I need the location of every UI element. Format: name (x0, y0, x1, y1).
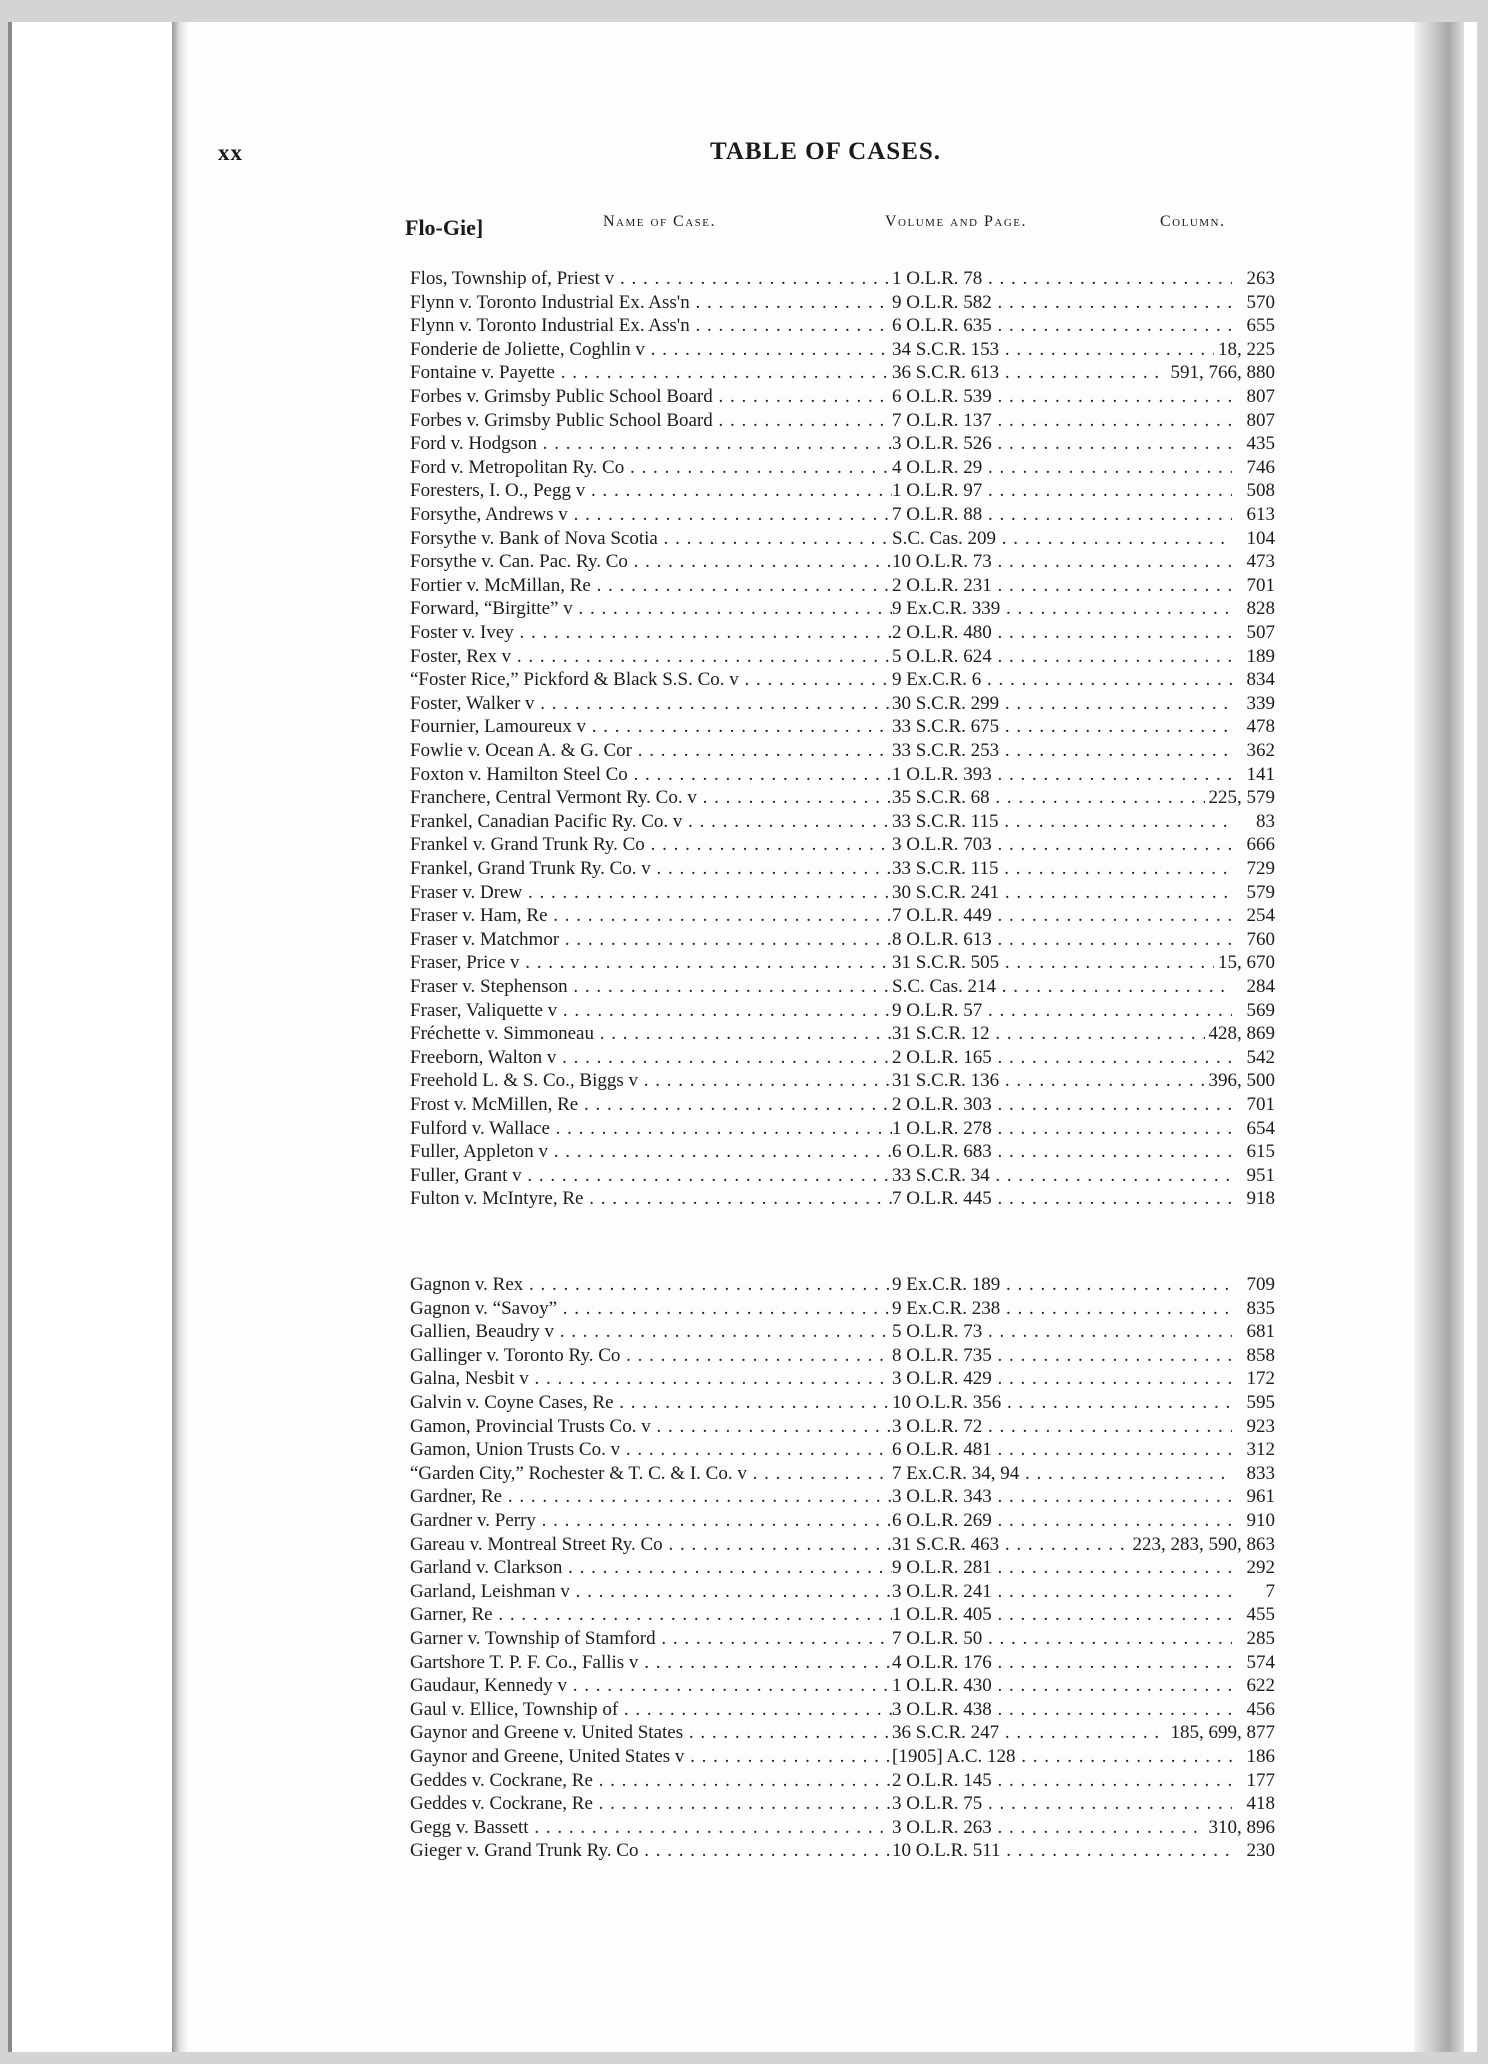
volume-and-page: 3 O.L.R. 438 . . . (892, 1698, 1232, 1722)
case-entry-row (410, 1140, 1275, 1164)
case-name: Geddes v. Cockrane, Re . . . (410, 1769, 892, 1793)
case-name: Gamon, Union Trusts Co. v . . . (410, 1438, 892, 1462)
volume-and-page: 1 O.L.R. 278 . . . (892, 1117, 1232, 1141)
column-number: 681 (1243, 1320, 1276, 1344)
case-name: Fraser v. Drew . . . (410, 881, 892, 905)
case-name: Frankel, Grand Trunk Ry. Co. v . . . (410, 857, 892, 881)
column-header-volume-and-page: Volume and Page. (885, 213, 1027, 230)
case-entry-row (410, 1415, 1275, 1439)
case-entry-row (410, 1391, 1275, 1415)
volume-and-page: 3 O.L.R. 703 . . . (892, 833, 1232, 857)
case-entry-row (410, 833, 1275, 857)
column-number: 807 (1243, 385, 1276, 409)
case-entry-row (410, 621, 1275, 645)
column-number: 396, 500 (1205, 1069, 1276, 1093)
case-name: “Foster Rice,” Pickford & Black S.S. Co. v . . . (410, 668, 892, 692)
column-number: 478 (1243, 715, 1276, 739)
case-entry-row (410, 1022, 1275, 1046)
case-name: Fournier, Lamoureux v . . . (410, 715, 892, 739)
case-name: Foster, Rex v . . . (410, 645, 892, 669)
case-entry-row (410, 1367, 1275, 1391)
volume-and-page: 2 O.L.R. 231 . . . (892, 574, 1232, 598)
case-name: Fuller, Appleton v . . . (410, 1140, 892, 1164)
case-name: Flos, Township of, Priest v . . . (410, 267, 892, 291)
case-entry-row (410, 597, 1275, 621)
column-number: 542 (1243, 1046, 1276, 1070)
case-entry-row (410, 1117, 1275, 1141)
page-number: xx (218, 140, 243, 165)
case-entry-row (410, 267, 1275, 291)
case-entry-row (410, 1816, 1275, 1840)
volume-and-page: 1 O.L.R. 78 . . . (892, 267, 1232, 291)
volume-and-page: S.C. Cas. 209 . . . (892, 527, 1232, 551)
case-name: Garland v. Clarkson . . . (410, 1556, 892, 1580)
case-entry-row (410, 1046, 1275, 1070)
case-entry-row (410, 1839, 1275, 1863)
volume-and-page: 31 S.C.R. 463 . . . (892, 1533, 1232, 1557)
column-number: 570 (1243, 291, 1276, 315)
volume-and-page: S.C. Cas. 214 . . . (892, 975, 1232, 999)
case-name: Ford v. Metropolitan Ry. Co . . . (410, 456, 892, 480)
column-number: 428, 869 (1205, 1022, 1276, 1046)
column-number: 701 (1243, 1093, 1276, 1117)
column-number: 961 (1243, 1485, 1276, 1509)
column-number: 918 (1243, 1187, 1276, 1211)
column-number: 83 (1252, 810, 1275, 834)
case-entry-row (410, 1164, 1275, 1188)
case-name: “Garden City,” Rochester & T. C. & I. Co. v . . . (410, 1462, 892, 1486)
volume-and-page: 4 O.L.R. 29 . . . (892, 456, 1232, 480)
volume-and-page: 7 Ex.C.R. 34, 94 . . . (892, 1462, 1232, 1486)
case-entry-row (410, 763, 1275, 787)
case-entry-row (410, 1485, 1275, 1509)
column-header-column: Column. (1160, 213, 1226, 230)
column-number: 435 (1243, 432, 1276, 456)
case-entry-row (410, 1674, 1275, 1698)
case-entry-row (410, 1769, 1275, 1793)
volume-and-page: 9 O.L.R. 281 . . . (892, 1556, 1232, 1580)
volume-and-page: 33 S.C.R. 115 . . . (892, 810, 1232, 834)
volume-and-page: 8 O.L.R. 613 . . . (892, 928, 1232, 952)
case-entry-row (410, 668, 1275, 692)
case-entry-row (410, 904, 1275, 928)
case-entry-row (410, 503, 1275, 527)
case-name: Gamon, Provincial Trusts Co. v . . . (410, 1415, 892, 1439)
volume-and-page: 36 S.C.R. 247 . . . (892, 1721, 1232, 1745)
case-name: Gagnon v. “Savoy” . . . (410, 1297, 892, 1321)
case-entry-row (410, 1556, 1275, 1580)
volume-and-page: 3 O.L.R. 263 . . . (892, 1816, 1232, 1840)
volume-and-page: 31 S.C.R. 136 . . . (892, 1069, 1232, 1093)
column-number: 292 (1243, 1556, 1276, 1580)
case-entry-row (410, 1509, 1275, 1533)
case-entry-row (410, 692, 1275, 716)
volume-and-page: 3 O.L.R. 429 . . . (892, 1367, 1232, 1391)
case-name: Forsythe, Andrews v . . . (410, 503, 892, 527)
case-entry-row (410, 1187, 1275, 1211)
case-name: Garner, Re . . . (410, 1603, 892, 1627)
case-name: Galvin v. Coyne Cases, Re . . . (410, 1391, 892, 1415)
case-name: Flynn v. Toronto Industrial Ex. Ass'n . . . (410, 314, 892, 338)
case-entry-row (410, 1069, 1275, 1093)
column-number: 746 (1243, 456, 1276, 480)
case-name: Gareau v. Montreal Street Ry. Co . . . (410, 1533, 892, 1557)
case-name: Foster, Walker v . . . (410, 692, 892, 716)
column-number: 655 (1243, 314, 1276, 338)
case-entry-row (410, 1533, 1275, 1557)
volume-and-page: 7 O.L.R. 449 . . . (892, 904, 1232, 928)
column-number: 177 (1243, 1769, 1276, 1793)
column-number: 185, 699, 877 (1167, 1721, 1276, 1745)
case-name: Ford v. Hodgson . . . (410, 432, 892, 456)
column-number: 508 (1243, 479, 1276, 503)
case-name: Gartshore T. P. F. Co., Fallis v . . . (410, 1651, 892, 1675)
volume-and-page: 5 O.L.R. 624 . . . (892, 645, 1232, 669)
case-entry-row (410, 645, 1275, 669)
case-entry-row (410, 1721, 1275, 1745)
volume-and-page: 4 O.L.R. 176 . . . (892, 1651, 1232, 1675)
column-number: 189 (1243, 645, 1276, 669)
case-entry-row (410, 739, 1275, 763)
column-number: 760 (1243, 928, 1276, 952)
case-name: Frost v. McMillen, Re . . . (410, 1093, 892, 1117)
column-number: 666 (1243, 833, 1276, 857)
volume-and-page: 7 O.L.R. 137 . . . (892, 409, 1232, 433)
case-entry-row (410, 574, 1275, 598)
case-name: Franchere, Central Vermont Ry. Co. v . . . (410, 786, 892, 810)
volume-and-page: 3 O.L.R. 343 . . . (892, 1485, 1232, 1509)
case-name: Frankel, Canadian Pacific Ry. Co. v . . . (410, 810, 892, 834)
case-entry-row (410, 479, 1275, 503)
case-name: Gardner v. Perry . . . (410, 1509, 892, 1533)
case-name: Freehold L. & S. Co., Biggs v . . . (410, 1069, 892, 1093)
column-number: 579 (1243, 881, 1276, 905)
case-entry-row (410, 1297, 1275, 1321)
column-number: 339 (1243, 692, 1276, 716)
volume-and-page: 6 O.L.R. 683 . . . (892, 1140, 1232, 1164)
case-entry-row (410, 975, 1275, 999)
volume-and-page: 7 O.L.R. 445 . . . (892, 1187, 1232, 1211)
case-entry-row (410, 1627, 1275, 1651)
case-entry-row (410, 1320, 1275, 1344)
case-name: Gallien, Beaudry v . . . (410, 1320, 892, 1344)
case-name: Gieger v. Grand Trunk Ry. Co . . . (410, 1839, 892, 1863)
volume-and-page: 6 O.L.R. 481 . . . (892, 1438, 1232, 1462)
volume-and-page: 9 Ex.C.R. 6 . . . (892, 668, 1232, 692)
column-number: 858 (1243, 1344, 1276, 1368)
column-number: 186 (1243, 1745, 1276, 1769)
case-entry-row (410, 715, 1275, 739)
column-number: 923 (1243, 1415, 1276, 1439)
volume-and-page: [1905] A.C. 128 . . . (892, 1745, 1232, 1769)
column-number: 910 (1243, 1509, 1276, 1533)
case-entry-row (410, 361, 1275, 385)
case-name: Gaynor and Greene v. United States . . . (410, 1721, 892, 1745)
case-entry-row (410, 1093, 1275, 1117)
case-name: Garner v. Township of Stamford . . . (410, 1627, 892, 1651)
case-entry-row (410, 1698, 1275, 1722)
column-number: 104 (1243, 527, 1276, 551)
case-name: Foresters, I. O., Pegg v . . . (410, 479, 892, 503)
volume-and-page: 34 S.C.R. 153 . . . (892, 338, 1232, 362)
case-name: Fowlie v. Ocean A. & G. Cor . . . (410, 739, 892, 763)
column-number: 223, 283, 590, 863 (1129, 1533, 1276, 1557)
volume-and-page: 35 S.C.R. 68 . . . (892, 786, 1232, 810)
volume-and-page: 3 O.L.R. 241 . . . (892, 1580, 1232, 1604)
case-name: Gegg v. Bassett . . . (410, 1816, 892, 1840)
case-name: Gaudaur, Kennedy v . . . (410, 1674, 892, 1698)
case-entry-row (410, 432, 1275, 456)
volume-and-page: 2 O.L.R. 145 . . . (892, 1769, 1232, 1793)
volume-and-page: 9 Ex.C.R. 189 . . . (892, 1273, 1232, 1297)
case-name: Gardner, Re . . . (410, 1485, 892, 1509)
volume-and-page: 3 O.L.R. 72 . . . (892, 1415, 1232, 1439)
volume-and-page: 10 O.L.R. 356 . . . (892, 1391, 1232, 1415)
column-number: 284 (1243, 975, 1276, 999)
column-number: 834 (1243, 668, 1276, 692)
case-name: Frankel v. Grand Trunk Ry. Co . . . (410, 833, 892, 857)
volume-and-page: 3 O.L.R. 526 . . . (892, 432, 1232, 456)
page-gutter-shadow (172, 22, 188, 2052)
volume-and-page: 9 O.L.R. 582 . . . (892, 291, 1232, 315)
page-title: TABLE OF CASES. (710, 138, 942, 165)
case-name: Fréchette v. Simmoneau . . . (410, 1022, 892, 1046)
case-entry-row (410, 1651, 1275, 1675)
volume-and-page: 3 O.L.R. 75 . . . (892, 1792, 1232, 1816)
case-entry-row (410, 1745, 1275, 1769)
volume-and-page: 5 O.L.R. 73 . . . (892, 1320, 1232, 1344)
case-entry-row (410, 881, 1275, 905)
volume-and-page: 7 O.L.R. 50 . . . (892, 1627, 1232, 1651)
column-number: 15, 670 (1214, 951, 1275, 975)
column-number: 807 (1243, 409, 1276, 433)
column-number: 7 (1262, 1580, 1276, 1604)
volume-and-page: 1 O.L.R. 393 . . . (892, 763, 1232, 787)
volume-and-page: 33 S.C.R. 675 . . . (892, 715, 1232, 739)
case-entry-row (410, 1273, 1275, 1297)
volume-and-page: 2 O.L.R. 303 . . . (892, 1093, 1232, 1117)
column-header-name-of-case: Name of Case. (603, 213, 717, 230)
volume-and-page: 1 O.L.R. 97 . . . (892, 479, 1232, 503)
column-number: 362 (1243, 739, 1276, 763)
case-name: Gaynor and Greene, United States v . . . (410, 1745, 892, 1769)
column-number: 613 (1243, 503, 1276, 527)
column-number: 701 (1243, 574, 1276, 598)
volume-and-page: 2 O.L.R. 165 . . . (892, 1046, 1232, 1070)
case-entry-row (410, 338, 1275, 362)
column-number: 225, 579 (1205, 786, 1276, 810)
case-entry-row (410, 1603, 1275, 1627)
column-number: 455 (1243, 1603, 1276, 1627)
case-name: Forsythe v. Bank of Nova Scotia . . . (410, 527, 892, 551)
case-name: Fraser v. Stephenson . . . (410, 975, 892, 999)
column-number: 473 (1243, 550, 1276, 574)
column-number: 729 (1243, 857, 1276, 881)
section-range-label: Flo-Gie] (405, 215, 484, 240)
case-name: Fraser, Valiquette v . . . (410, 999, 892, 1023)
case-name: Fulford v. Wallace . . . (410, 1117, 892, 1141)
case-name: Forbes v. Grimsby Public School Board . . . (410, 385, 892, 409)
case-entry-row (410, 1580, 1275, 1604)
column-number: 591, 766, 880 (1167, 361, 1276, 385)
case-entry-row (410, 1344, 1275, 1368)
column-number: 230 (1243, 1839, 1276, 1863)
column-number: 951 (1243, 1164, 1276, 1188)
volume-and-page: 1 O.L.R. 430 . . . (892, 1674, 1232, 1698)
case-name: Gaul v. Ellice, Township of . . . (410, 1698, 892, 1722)
case-entry-row (410, 527, 1275, 551)
volume-and-page: 9 Ex.C.R. 238 . . . (892, 1297, 1232, 1321)
column-number: 310, 896 (1205, 1816, 1276, 1840)
case-name: Galna, Nesbit v . . . (410, 1367, 892, 1391)
volume-and-page: 1 O.L.R. 405 . . . (892, 1603, 1232, 1627)
column-number: 18, 225 (1214, 338, 1275, 362)
column-number: 828 (1243, 597, 1276, 621)
case-entry-row (410, 456, 1275, 480)
case-entry-row (410, 314, 1275, 338)
case-name: Fontaine v. Payette . . . (410, 361, 892, 385)
column-number: 254 (1243, 904, 1276, 928)
case-name: Forward, “Birgitte” v . . . (410, 597, 892, 621)
case-entry-row (410, 1438, 1275, 1462)
column-number: 456 (1243, 1698, 1276, 1722)
volume-and-page: 8 O.L.R. 735 . . . (892, 1344, 1232, 1368)
volume-and-page: 10 O.L.R. 511 . . . (892, 1839, 1232, 1863)
volume-and-page: 7 O.L.R. 88 . . . (892, 503, 1232, 527)
case-name: Fraser v. Ham, Re . . . (410, 904, 892, 928)
volume-and-page: 9 O.L.R. 57 . . . (892, 999, 1232, 1023)
case-entry-row (410, 928, 1275, 952)
column-number: 709 (1243, 1273, 1276, 1297)
case-name: Forsythe v. Can. Pac. Ry. Co . . . (410, 550, 892, 574)
page-edge-shadow (1414, 22, 1464, 2052)
volume-and-page: 33 S.C.R. 253 . . . (892, 739, 1232, 763)
case-name: Fraser, Price v . . . (410, 951, 892, 975)
column-number: 574 (1243, 1651, 1276, 1675)
volume-and-page: 33 S.C.R. 115 . . . (892, 857, 1232, 881)
column-number: 285 (1243, 1627, 1276, 1651)
case-name: Forbes v. Grimsby Public School Board . . . (410, 409, 892, 433)
case-name: Fuller, Grant v . . . (410, 1164, 892, 1188)
case-entry-row (410, 810, 1275, 834)
volume-and-page: 30 S.C.R. 299 . . . (892, 692, 1232, 716)
volume-and-page: 10 O.L.R. 73 . . . (892, 550, 1232, 574)
volume-and-page: 36 S.C.R. 613 . . . (892, 361, 1232, 385)
case-name: Foxton v. Hamilton Steel Co . . . (410, 763, 892, 787)
case-entry-row (410, 999, 1275, 1023)
column-number: 622 (1243, 1674, 1276, 1698)
case-name: Gagnon v. Rex . . . (410, 1273, 892, 1297)
case-name: Fraser v. Matchmor . . . (410, 928, 892, 952)
column-number: 141 (1243, 763, 1276, 787)
column-number: 833 (1243, 1462, 1276, 1486)
volume-and-page: 31 S.C.R. 12 . . . (892, 1022, 1232, 1046)
column-number: 595 (1243, 1391, 1276, 1415)
volume-and-page: 33 S.C.R. 34 . . . (892, 1164, 1232, 1188)
case-entry-row (410, 385, 1275, 409)
column-number: 312 (1243, 1438, 1276, 1462)
case-entry-row (410, 951, 1275, 975)
case-name: Fortier v. McMillan, Re . . . (410, 574, 892, 598)
case-name: Foster v. Ivey . . . (410, 621, 892, 645)
case-entry-row (410, 409, 1275, 433)
case-entry-row (410, 857, 1275, 881)
column-number: 569 (1243, 999, 1276, 1023)
case-entry-row (410, 786, 1275, 810)
volume-and-page: 2 O.L.R. 480 . . . (892, 621, 1232, 645)
case-entry-row (410, 550, 1275, 574)
volume-and-page: 6 O.L.R. 539 . . . (892, 385, 1232, 409)
volume-and-page: 30 S.C.R. 241 . . . (892, 881, 1232, 905)
case-name: Fonderie de Joliette, Coghlin v . . . (410, 338, 892, 362)
case-name: Garland, Leishman v . . . (410, 1580, 892, 1604)
case-name: Geddes v. Cockrane, Re . . . (410, 1792, 892, 1816)
column-number: 418 (1243, 1792, 1276, 1816)
case-name: Freeborn, Walton v . . . (410, 1046, 892, 1070)
column-number: 172 (1243, 1367, 1276, 1391)
column-number: 263 (1243, 267, 1276, 291)
case-name: Flynn v. Toronto Industrial Ex. Ass'n . . . (410, 291, 892, 315)
column-number: 654 (1243, 1117, 1276, 1141)
case-entry-row (410, 291, 1275, 315)
volume-and-page: 31 S.C.R. 505 . . . (892, 951, 1232, 975)
case-entry-row (410, 1462, 1275, 1486)
volume-and-page: 6 O.L.R. 635 . . . (892, 314, 1232, 338)
column-number: 615 (1243, 1140, 1276, 1164)
column-number: 835 (1243, 1297, 1276, 1321)
volume-and-page: 6 O.L.R. 269 . . . (892, 1509, 1232, 1533)
column-number: 507 (1243, 621, 1276, 645)
case-name: Fulton v. McIntyre, Re . . . (410, 1187, 892, 1211)
case-entry-row (410, 1792, 1275, 1816)
case-name: Gallinger v. Toronto Ry. Co . . . (410, 1344, 892, 1368)
volume-and-page: 9 Ex.C.R. 339 . . . (892, 597, 1232, 621)
